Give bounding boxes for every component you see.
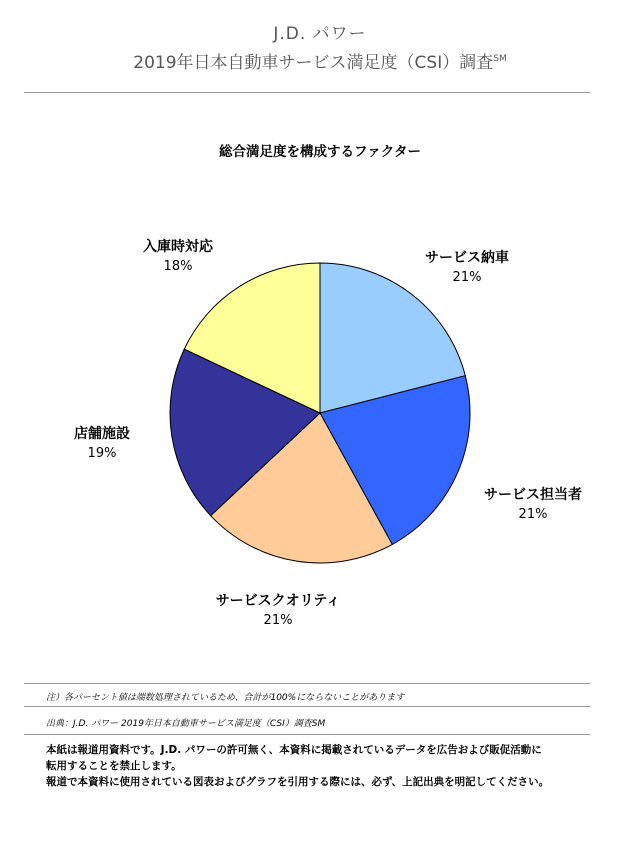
slice-value-4: 18% bbox=[163, 259, 193, 274]
slice-name-3: 店舗施設 bbox=[74, 426, 130, 442]
usage-notice bbox=[46, 742, 606, 790]
slice-value-2: 21% bbox=[263, 613, 293, 628]
slice-name-0: サービス納車 bbox=[425, 250, 509, 266]
slice-name-1: サービス担当者 bbox=[484, 487, 582, 503]
service-mark: SM bbox=[493, 54, 507, 64]
slice-name-2: サービスクオリティ bbox=[215, 593, 341, 609]
rounding-note: 注）各パーセント値は端数処理されているため、合計が100%にならないことがあります bbox=[46, 693, 405, 703]
slice-value-3: 19% bbox=[87, 446, 117, 461]
notice-line-2: 転用することを禁止します。 bbox=[46, 760, 182, 772]
slice-label-1 bbox=[463, 485, 603, 525]
footnote-divider-bottom bbox=[24, 734, 590, 735]
footnote-divider-top bbox=[24, 683, 590, 684]
chart-title: 総合満足度を構成するファクター bbox=[219, 144, 421, 160]
slice-value-0: 21% bbox=[452, 270, 482, 285]
slice-label-2 bbox=[208, 591, 348, 631]
footnote-divider-mid bbox=[24, 706, 590, 707]
slice-label-3 bbox=[32, 424, 172, 464]
slice-value-1: 21% bbox=[518, 507, 548, 522]
notice-line-3: 報道で本資料に使用されている図表およびグラフを引用する際には、必ず、上記出典を明記してください。 bbox=[46, 776, 550, 788]
slice-name-4: 入庫時対応 bbox=[143, 239, 213, 255]
notice-line-1: 本紙は報道用資料です。J.D. パワーの許可無く、本資料に掲載されているデータを広告および販促活動に bbox=[46, 744, 542, 756]
slice-label-0 bbox=[397, 248, 537, 288]
source-note: 出典：J.D. パワー 2019年日本自動車サービス満足度（CSI）調査SM bbox=[46, 719, 326, 729]
report-title-text: 2019年日本自動車サービス満足度（CSI）調査 bbox=[133, 53, 494, 73]
report-brand: J.D. パワー bbox=[273, 24, 367, 44]
slice-label-4 bbox=[108, 237, 248, 277]
